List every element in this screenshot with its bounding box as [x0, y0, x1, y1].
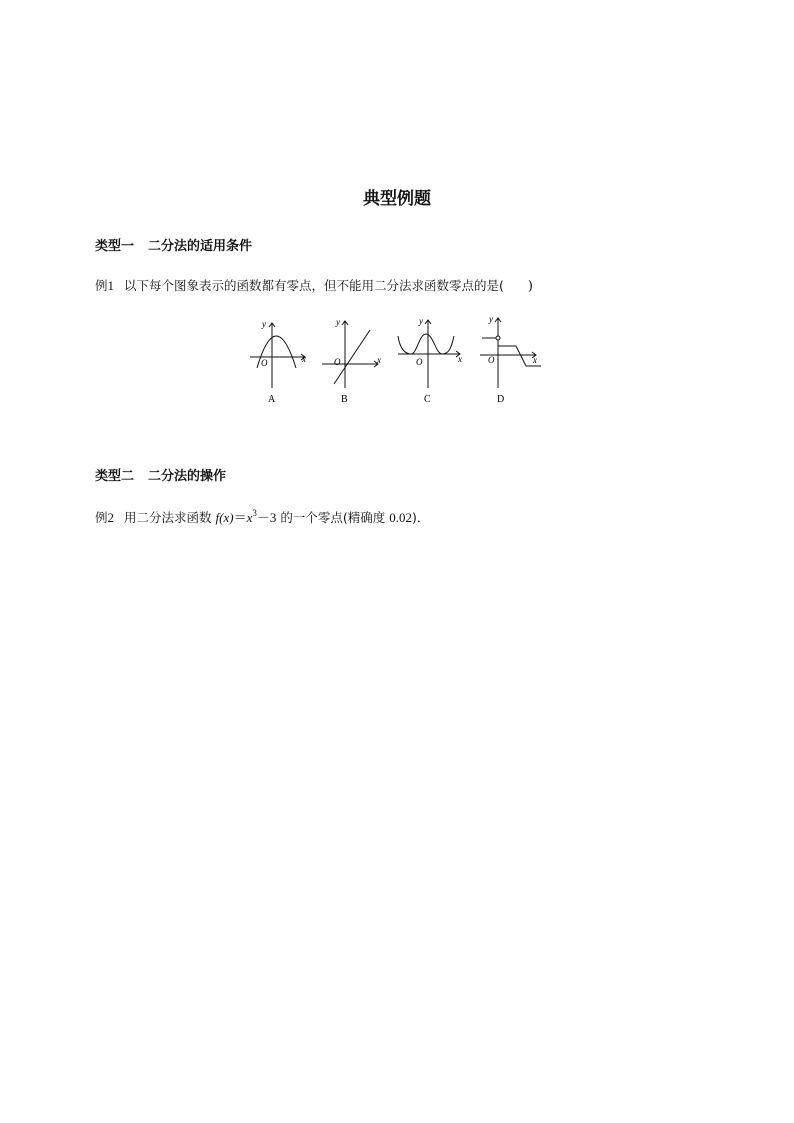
precision-value: 0.02 [389, 510, 412, 525]
graph-c-y-label: y [419, 316, 423, 326]
option-label-c: C [424, 394, 431, 405]
minus-three: －3 [256, 510, 277, 525]
page-title: 典型例题 [363, 189, 431, 209]
graph-d-origin-label: O [488, 355, 495, 365]
example-label: 例1 [95, 278, 115, 293]
graph-b-x-label: x [377, 355, 381, 365]
variable-x: x [246, 510, 253, 525]
graph-a-y-label: y [262, 319, 266, 329]
section-topic: 二分法的操作 [148, 469, 227, 484]
example-label: 例2 [95, 510, 115, 525]
graph-a-origin-label: O [261, 358, 268, 368]
graph-d [480, 318, 541, 388]
graph-a [250, 323, 305, 388]
example-text-mid: 的一个零点(精确度 [276, 510, 390, 525]
graph-d-x-label: x [533, 355, 537, 365]
w-curve [398, 334, 454, 354]
option-label-b: B [341, 394, 348, 405]
section-topic: 二分法的适用条件 [148, 239, 253, 254]
function-name: f [215, 510, 220, 525]
section-type-label: 类型二 [95, 469, 135, 484]
graph-d-y-label: y [489, 314, 493, 324]
example-text-end: )． [411, 510, 430, 525]
graph-c [398, 320, 460, 388]
graph-c-origin-label: O [416, 357, 423, 367]
section-heading-type-2 [95, 465, 226, 484]
function-argument: (x) [219, 510, 234, 525]
open-endpoint [496, 336, 500, 340]
example-close-paren: ) [527, 279, 533, 294]
option-label-a: A [268, 394, 276, 405]
example-text-before: 用二分法求函数 [124, 510, 216, 525]
section-type-label: 类型一 [95, 239, 135, 254]
graph-c-x-label: x [458, 354, 462, 364]
graph-b [322, 321, 378, 388]
example-question: 以下每个图象表示的函数都有零点，但不能用二分法求函数零点的是( [124, 278, 504, 293]
example-2 [95, 507, 429, 526]
exponent: 3 [252, 508, 257, 518]
equals-sign: ＝ [233, 510, 247, 525]
graph-b-y-label: y [336, 317, 340, 327]
option-label-d: D [497, 394, 505, 405]
graph-a-x-label: x [302, 354, 306, 364]
graph-b-origin-label: O [334, 357, 341, 367]
